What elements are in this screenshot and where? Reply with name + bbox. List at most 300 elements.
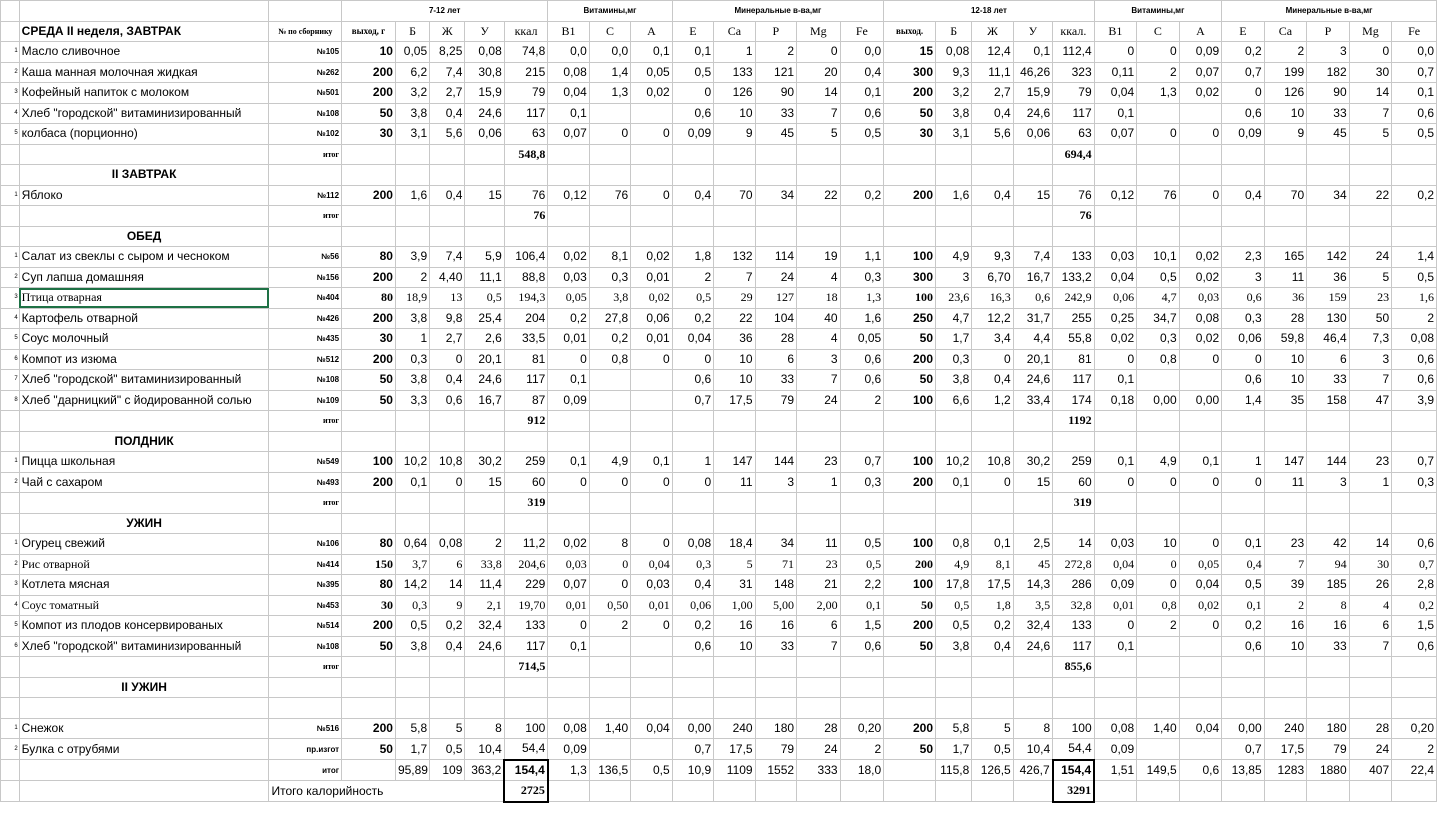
row-index[interactable]: 4 xyxy=(1,103,20,124)
column-header[interactable]: ккал. xyxy=(1053,21,1095,42)
value-cell-12-18[interactable]: 2,8 xyxy=(1392,575,1437,596)
value-cell-12-18[interactable]: 159 xyxy=(1307,288,1350,309)
page-title[interactable]: СРЕДА II неделя, ЗАВТРАК xyxy=(19,21,269,42)
value-cell-12-18[interactable]: 100 xyxy=(884,247,936,268)
recipe-number[interactable]: №501 xyxy=(269,83,342,104)
value-cell-7-12[interactable]: 0 xyxy=(548,472,589,493)
column-header[interactable]: B1 xyxy=(548,21,589,42)
recipe-number[interactable]: №516 xyxy=(269,718,342,739)
value-cell-7-12[interactable]: 2 xyxy=(589,616,630,637)
value-cell-12-18[interactable]: 0,8 xyxy=(1137,595,1180,616)
value-cell-12-18[interactable]: 200 xyxy=(884,718,936,739)
value-cell-12-18[interactable]: 0,08 xyxy=(1094,718,1137,739)
minerals-header[interactable]: Минеральные в-ва,мг xyxy=(672,1,883,22)
value-cell-12-18[interactable]: 0,02 xyxy=(1179,329,1222,350)
value-cell-7-12[interactable]: 100 xyxy=(342,452,396,473)
grand-value-12-18[interactable]: 1283 xyxy=(1264,760,1307,781)
empty-cell[interactable] xyxy=(504,698,548,719)
value-cell-7-12[interactable]: 0,64 xyxy=(395,534,429,555)
value-cell-7-12[interactable]: 32,4 xyxy=(465,616,504,637)
value-cell-12-18[interactable]: 255 xyxy=(1053,308,1095,329)
value-cell-7-12[interactable]: 0,05 xyxy=(840,329,884,350)
value-cell-7-12[interactable]: 30 xyxy=(342,124,396,145)
value-cell-12-18[interactable]: 0,4 xyxy=(972,636,1013,657)
empty-cell[interactable] xyxy=(1222,513,1265,534)
empty-cell[interactable] xyxy=(430,226,465,247)
empty-cell[interactable] xyxy=(548,657,589,678)
dish-name[interactable]: Соус молочный xyxy=(19,329,269,350)
value-cell-12-18[interactable]: 0,6 xyxy=(1222,288,1265,309)
empty-cell[interactable] xyxy=(797,677,841,698)
dish-name[interactable]: Хлеб "городской" витаминизированный xyxy=(19,370,269,391)
value-cell-12-18[interactable]: 100 xyxy=(884,534,936,555)
value-cell-12-18[interactable]: 16,3 xyxy=(972,288,1013,309)
total-label[interactable]: итог xyxy=(269,411,342,432)
empty-cell[interactable] xyxy=(465,493,504,514)
value-cell-7-12[interactable]: 60 xyxy=(504,472,548,493)
empty-cell[interactable] xyxy=(1392,144,1437,165)
empty-cell[interactable] xyxy=(504,677,548,698)
empty-cell[interactable] xyxy=(269,513,342,534)
empty-cell[interactable] xyxy=(589,206,630,227)
vitamins-header[interactable]: Витамины,мг xyxy=(548,1,672,22)
value-cell-12-18[interactable]: 0,02 xyxy=(1179,83,1222,104)
empty-cell[interactable] xyxy=(1,226,20,247)
value-cell-12-18[interactable]: 0,5 xyxy=(1222,575,1265,596)
grand-value-7-12[interactable]: 95,89 xyxy=(395,760,429,781)
empty-cell[interactable] xyxy=(1179,165,1222,186)
value-cell-7-12[interactable]: 27,8 xyxy=(589,308,630,329)
row-index[interactable]: 1 xyxy=(1,718,20,739)
value-cell-12-18[interactable]: 117 xyxy=(1053,103,1095,124)
empty-cell[interactable] xyxy=(714,411,755,432)
value-cell-7-12[interactable]: 204,6 xyxy=(504,554,548,575)
value-cell-7-12[interactable]: 0,09 xyxy=(672,124,713,145)
empty-cell[interactable] xyxy=(548,781,589,802)
value-cell-7-12[interactable]: 30,8 xyxy=(465,62,504,83)
value-cell-7-12[interactable]: 0,02 xyxy=(631,247,672,268)
recipe-number[interactable]: №426 xyxy=(269,308,342,329)
empty-cell[interactable] xyxy=(1349,781,1392,802)
value-cell-7-12[interactable]: 23 xyxy=(797,452,841,473)
value-cell-12-18[interactable]: 50 xyxy=(884,595,936,616)
value-cell-7-12[interactable]: 229 xyxy=(504,575,548,596)
empty-cell[interactable] xyxy=(269,165,342,186)
value-cell-7-12[interactable]: 0 xyxy=(631,124,672,145)
row-index[interactable]: 1 xyxy=(1,42,20,63)
value-cell-12-18[interactable]: 14 xyxy=(1349,534,1392,555)
value-cell-7-12[interactable]: 0,1 xyxy=(631,452,672,473)
empty-cell[interactable] xyxy=(1179,677,1222,698)
calories-total-12-18[interactable]: 3291 xyxy=(1053,781,1095,802)
value-cell-7-12[interactable]: 4 xyxy=(797,267,841,288)
empty-cell[interactable] xyxy=(504,226,548,247)
value-cell-7-12[interactable]: 150 xyxy=(342,554,396,575)
empty-cell[interactable] xyxy=(430,206,465,227)
empty-cell[interactable] xyxy=(797,513,841,534)
value-cell-12-18[interactable]: 0,3 xyxy=(1222,308,1265,329)
empty-cell[interactable] xyxy=(430,144,465,165)
value-cell-12-18[interactable]: 0 xyxy=(1137,575,1180,596)
value-cell-7-12[interactable]: 11,2 xyxy=(504,534,548,555)
value-cell-12-18[interactable]: 117 xyxy=(1053,370,1095,391)
value-cell-7-12[interactable]: 0,07 xyxy=(548,575,589,596)
value-cell-12-18[interactable]: 24,6 xyxy=(1013,636,1052,657)
recipe-number[interactable]: №493 xyxy=(269,472,342,493)
value-cell-7-12[interactable]: 0 xyxy=(548,616,589,637)
value-cell-12-18[interactable]: 4,7 xyxy=(936,308,972,329)
value-cell-12-18[interactable]: 0,6 xyxy=(1222,103,1265,124)
value-cell-7-12[interactable]: 0,1 xyxy=(672,42,713,63)
value-cell-7-12[interactable]: 0,04 xyxy=(631,554,672,575)
value-cell-7-12[interactable]: 0 xyxy=(672,83,713,104)
value-cell-12-18[interactable]: 8 xyxy=(1013,718,1052,739)
empty-cell[interactable] xyxy=(1307,493,1350,514)
value-cell-7-12[interactable]: 259 xyxy=(504,452,548,473)
value-cell-7-12[interactable]: 18,4 xyxy=(714,534,755,555)
value-cell-7-12[interactable]: 0 xyxy=(631,472,672,493)
empty-cell[interactable] xyxy=(755,781,796,802)
empty-cell[interactable] xyxy=(504,165,548,186)
value-cell-7-12[interactable]: 0,4 xyxy=(430,370,465,391)
value-cell-12-18[interactable]: 24,6 xyxy=(1013,370,1052,391)
value-cell-7-12[interactable]: 0,50 xyxy=(589,595,630,616)
column-header[interactable]: Fe xyxy=(1392,21,1437,42)
value-cell-7-12[interactable]: 0,5 xyxy=(465,288,504,309)
empty-cell[interactable] xyxy=(1392,493,1437,514)
empty-cell[interactable] xyxy=(840,144,884,165)
calories-label[interactable]: Итого калорийность xyxy=(269,781,504,802)
value-cell-7-12[interactable]: 0,01 xyxy=(631,595,672,616)
empty-cell[interactable] xyxy=(972,411,1013,432)
empty-cell[interactable] xyxy=(1053,431,1095,452)
value-cell-7-12[interactable]: 2 xyxy=(840,739,884,760)
value-cell-12-18[interactable]: 17,5 xyxy=(972,575,1013,596)
column-header[interactable]: C xyxy=(589,21,630,42)
empty-cell[interactable] xyxy=(755,493,796,514)
value-cell-12-18[interactable]: 0,12 xyxy=(1094,185,1137,206)
total-label[interactable]: итог xyxy=(269,657,342,678)
empty-cell[interactable] xyxy=(1137,657,1180,678)
value-cell-7-12[interactable]: 0 xyxy=(672,472,713,493)
empty-cell[interactable] xyxy=(797,698,841,719)
kcal-total-7-12[interactable]: 912 xyxy=(504,411,548,432)
empty-cell[interactable] xyxy=(1013,165,1052,186)
empty-cell[interactable] xyxy=(1013,698,1052,719)
empty-cell[interactable] xyxy=(631,144,672,165)
empty-cell[interactable] xyxy=(884,431,936,452)
value-cell-7-12[interactable]: 0,6 xyxy=(672,370,713,391)
value-cell-7-12[interactable]: 194,3 xyxy=(504,288,548,309)
value-cell-12-18[interactable]: 42 xyxy=(1307,534,1350,555)
value-cell-12-18[interactable]: 6 xyxy=(1349,616,1392,637)
empty-cell[interactable] xyxy=(884,677,936,698)
empty-cell[interactable] xyxy=(465,698,504,719)
empty-cell[interactable] xyxy=(884,206,936,227)
value-cell-12-18[interactable]: 0,1 xyxy=(936,472,972,493)
value-cell-12-18[interactable]: 147 xyxy=(1264,452,1307,473)
empty-cell[interactable] xyxy=(755,165,796,186)
value-cell-7-12[interactable] xyxy=(589,636,630,657)
calories-total-7-12[interactable]: 2725 xyxy=(504,781,548,802)
row-index[interactable]: 5 xyxy=(1,616,20,637)
empty-cell[interactable] xyxy=(1094,206,1137,227)
empty-cell[interactable] xyxy=(1094,411,1137,432)
value-cell-7-12[interactable]: 10 xyxy=(714,370,755,391)
value-cell-7-12[interactable]: 0 xyxy=(631,349,672,370)
value-cell-7-12[interactable]: 0,03 xyxy=(631,575,672,596)
value-cell-7-12[interactable]: 1,3 xyxy=(589,83,630,104)
value-cell-7-12[interactable]: 11,1 xyxy=(465,267,504,288)
empty-cell[interactable] xyxy=(755,513,796,534)
empty-cell[interactable] xyxy=(755,431,796,452)
value-cell-12-18[interactable]: 0,11 xyxy=(1094,62,1137,83)
value-cell-12-18[interactable]: 0,06 xyxy=(1222,329,1265,350)
value-cell-7-12[interactable]: 10,8 xyxy=(430,452,465,473)
empty-cell[interactable] xyxy=(972,493,1013,514)
value-cell-12-18[interactable]: 0,1 xyxy=(1013,42,1052,63)
empty-cell[interactable] xyxy=(840,513,884,534)
value-cell-7-12[interactable]: 28 xyxy=(797,718,841,739)
value-cell-12-18[interactable]: 8 xyxy=(1307,595,1350,616)
value-cell-12-18[interactable]: 130 xyxy=(1307,308,1350,329)
value-cell-12-18[interactable]: 23 xyxy=(1349,288,1392,309)
value-cell-12-18[interactable]: 10 xyxy=(1137,534,1180,555)
empty-cell[interactable] xyxy=(714,513,755,534)
value-cell-7-12[interactable]: 0,07 xyxy=(548,124,589,145)
empty-cell[interactable] xyxy=(342,411,396,432)
empty-cell[interactable] xyxy=(342,206,396,227)
empty-cell[interactable] xyxy=(672,657,713,678)
value-cell-7-12[interactable]: 10 xyxy=(714,636,755,657)
empty-cell[interactable] xyxy=(1222,781,1265,802)
empty-cell[interactable] xyxy=(797,226,841,247)
value-cell-7-12[interactable]: 0 xyxy=(631,185,672,206)
value-cell-7-12[interactable]: 0,7 xyxy=(672,739,713,760)
value-cell-12-18[interactable]: 31,7 xyxy=(1013,308,1052,329)
value-cell-7-12[interactable]: 0,06 xyxy=(631,308,672,329)
empty-cell[interactable] xyxy=(972,698,1013,719)
empty-cell[interactable] xyxy=(972,165,1013,186)
value-cell-12-18[interactable]: 100 xyxy=(884,452,936,473)
value-cell-7-12[interactable]: 133 xyxy=(714,62,755,83)
value-cell-7-12[interactable]: 4,9 xyxy=(589,452,630,473)
value-cell-12-18[interactable]: 10,2 xyxy=(936,452,972,473)
empty-cell[interactable] xyxy=(342,493,396,514)
column-header[interactable]: A xyxy=(1179,21,1222,42)
value-cell-7-12[interactable]: 117 xyxy=(504,103,548,124)
empty-cell[interactable] xyxy=(936,698,972,719)
value-cell-7-12[interactable]: 0,0 xyxy=(589,42,630,63)
empty-cell[interactable] xyxy=(589,513,630,534)
recipe-number[interactable]: №56 xyxy=(269,247,342,268)
value-cell-7-12[interactable]: 54,4 xyxy=(504,739,548,760)
empty-cell[interactable] xyxy=(840,677,884,698)
empty-cell[interactable] xyxy=(395,165,429,186)
empty-cell[interactable] xyxy=(548,165,589,186)
value-cell-12-18[interactable]: 250 xyxy=(884,308,936,329)
empty-cell[interactable] xyxy=(1392,657,1437,678)
empty-cell[interactable] xyxy=(395,657,429,678)
empty-cell[interactable] xyxy=(972,657,1013,678)
value-cell-7-12[interactable]: 8,25 xyxy=(430,42,465,63)
empty-cell[interactable] xyxy=(1349,165,1392,186)
value-cell-12-18[interactable]: 240 xyxy=(1264,718,1307,739)
empty-cell[interactable] xyxy=(395,144,429,165)
value-cell-12-18[interactable]: 30 xyxy=(1349,62,1392,83)
empty-cell[interactable] xyxy=(1,165,20,186)
value-cell-12-18[interactable]: 1,8 xyxy=(972,595,1013,616)
empty-cell[interactable] xyxy=(936,411,972,432)
value-cell-12-18[interactable]: 1,3 xyxy=(1137,83,1180,104)
value-cell-12-18[interactable]: 0,04 xyxy=(1179,718,1222,739)
value-cell-7-12[interactable]: 24 xyxy=(755,267,796,288)
empty-cell[interactable] xyxy=(840,698,884,719)
value-cell-7-12[interactable]: 0 xyxy=(589,554,630,575)
empty-cell[interactable] xyxy=(1179,206,1222,227)
value-cell-12-18[interactable]: 199 xyxy=(1264,62,1307,83)
value-cell-12-18[interactable]: 0,6 xyxy=(1222,370,1265,391)
value-cell-12-18[interactable]: 14,3 xyxy=(1013,575,1052,596)
empty-cell[interactable] xyxy=(1,781,20,802)
empty-cell[interactable] xyxy=(884,165,936,186)
row-index[interactable]: 1 xyxy=(1,452,20,473)
kcal-total-12-18[interactable]: 319 xyxy=(1053,493,1095,514)
value-cell-7-12[interactable]: 0,3 xyxy=(589,267,630,288)
grand-value-12-18[interactable]: 115,8 xyxy=(936,760,972,781)
empty-cell[interactable] xyxy=(1137,411,1180,432)
value-cell-7-12[interactable]: 100 xyxy=(504,718,548,739)
empty-cell[interactable] xyxy=(840,657,884,678)
value-cell-7-12[interactable]: 7 xyxy=(797,370,841,391)
empty-cell[interactable] xyxy=(342,165,396,186)
value-cell-7-12[interactable]: 2,7 xyxy=(430,83,465,104)
empty-cell[interactable] xyxy=(631,698,672,719)
value-cell-7-12[interactable]: 0,01 xyxy=(631,329,672,350)
value-cell-12-18[interactable]: 46,4 xyxy=(1307,329,1350,350)
recipe-number[interactable]: №106 xyxy=(269,534,342,555)
empty-cell[interactable] xyxy=(1,144,20,165)
value-cell-12-18[interactable]: 126 xyxy=(1264,83,1307,104)
empty-cell[interactable] xyxy=(797,493,841,514)
empty-cell[interactable] xyxy=(1013,431,1052,452)
empty-cell[interactable] xyxy=(1349,206,1392,227)
value-cell-7-12[interactable]: 0 xyxy=(548,349,589,370)
value-cell-7-12[interactable]: 7 xyxy=(797,636,841,657)
empty-cell[interactable] xyxy=(840,411,884,432)
empty-cell[interactable] xyxy=(1307,513,1350,534)
empty-cell[interactable] xyxy=(1264,144,1307,165)
value-cell-7-12[interactable]: 1 xyxy=(797,472,841,493)
value-cell-7-12[interactable]: 0,2 xyxy=(430,616,465,637)
value-cell-7-12[interactable]: 1,6 xyxy=(395,185,429,206)
value-cell-7-12[interactable]: 0,05 xyxy=(395,42,429,63)
value-cell-12-18[interactable]: 0,4 xyxy=(972,103,1013,124)
empty-cell[interactable] xyxy=(714,698,755,719)
empty-cell[interactable] xyxy=(672,781,713,802)
value-cell-7-12[interactable]: 7,4 xyxy=(430,62,465,83)
empty-cell[interactable] xyxy=(1264,677,1307,698)
value-cell-12-18[interactable]: 133,2 xyxy=(1053,267,1095,288)
dish-name[interactable]: Яблоко xyxy=(19,185,269,206)
empty-cell[interactable] xyxy=(1094,431,1137,452)
value-cell-12-18[interactable]: 100 xyxy=(884,288,936,309)
value-cell-7-12[interactable]: 3,8 xyxy=(395,370,429,391)
empty-cell[interactable] xyxy=(1222,165,1265,186)
value-cell-7-12[interactable]: 3,8 xyxy=(589,288,630,309)
empty-cell[interactable] xyxy=(1392,781,1437,802)
value-cell-12-18[interactable]: 10,8 xyxy=(972,452,1013,473)
recipe-number[interactable]: №112 xyxy=(269,185,342,206)
value-cell-12-18[interactable]: 142 xyxy=(1307,247,1350,268)
empty-cell[interactable] xyxy=(672,206,713,227)
empty-cell[interactable] xyxy=(1094,781,1137,802)
grand-value-12-18[interactable]: 426,7 xyxy=(1013,760,1052,781)
value-cell-12-18[interactable]: 47 xyxy=(1349,390,1392,411)
value-cell-12-18[interactable]: 7 xyxy=(1349,636,1392,657)
value-cell-12-18[interactable]: 5,6 xyxy=(972,124,1013,145)
value-cell-7-12[interactable]: 0,4 xyxy=(672,575,713,596)
empty-cell[interactable] xyxy=(1349,513,1392,534)
empty-cell[interactable] xyxy=(1137,493,1180,514)
value-cell-7-12[interactable]: 3,8 xyxy=(395,636,429,657)
value-cell-7-12[interactable]: 0,4 xyxy=(430,185,465,206)
dish-name[interactable]: Картофель отварной xyxy=(19,308,269,329)
value-cell-12-18[interactable]: 0,02 xyxy=(1179,247,1222,268)
empty-cell[interactable] xyxy=(589,657,630,678)
value-cell-7-12[interactable]: 0,1 xyxy=(548,370,589,391)
value-cell-12-18[interactable]: 17,8 xyxy=(936,575,972,596)
value-cell-12-18[interactable]: 242,9 xyxy=(1053,288,1095,309)
value-cell-12-18[interactable]: 0,1 xyxy=(1094,103,1137,124)
value-cell-7-12[interactable]: 34 xyxy=(755,185,796,206)
value-cell-12-18[interactable]: 1 xyxy=(1349,472,1392,493)
value-cell-7-12[interactable]: 0,0 xyxy=(840,42,884,63)
total-label[interactable]: итог xyxy=(269,760,342,781)
value-cell-12-18[interactable]: 200 xyxy=(884,349,936,370)
empty-cell[interactable] xyxy=(1392,206,1437,227)
value-cell-7-12[interactable]: 180 xyxy=(755,718,796,739)
value-cell-12-18[interactable]: 300 xyxy=(884,62,936,83)
value-cell-12-18[interactable]: 34 xyxy=(1307,185,1350,206)
value-cell-7-12[interactable]: 3,8 xyxy=(395,308,429,329)
value-cell-7-12[interactable]: 1,7 xyxy=(395,739,429,760)
value-cell-12-18[interactable]: 0,04 xyxy=(1094,267,1137,288)
value-cell-12-18[interactable]: 36 xyxy=(1307,267,1350,288)
value-cell-12-18[interactable]: 0,2 xyxy=(1222,616,1265,637)
empty-cell[interactable] xyxy=(714,677,755,698)
empty-cell[interactable] xyxy=(269,431,342,452)
value-cell-12-18[interactable]: 33 xyxy=(1307,636,1350,657)
recipe-number[interactable]: №105 xyxy=(269,42,342,63)
value-cell-12-18[interactable]: 0,6 xyxy=(1222,636,1265,657)
empty-cell[interactable] xyxy=(1,206,20,227)
dish-name[interactable]: Масло сливочное xyxy=(19,42,269,63)
value-cell-7-12[interactable]: 50 xyxy=(342,370,396,391)
value-cell-12-18[interactable]: 1,2 xyxy=(972,390,1013,411)
value-cell-7-12[interactable]: 24,6 xyxy=(465,370,504,391)
empty-cell[interactable] xyxy=(395,226,429,247)
value-cell-7-12[interactable]: 0,04 xyxy=(548,83,589,104)
empty-cell[interactable] xyxy=(1094,144,1137,165)
value-cell-7-12[interactable]: 5,9 xyxy=(465,247,504,268)
empty-cell[interactable] xyxy=(840,431,884,452)
dish-name[interactable]: Хлеб "городской" витаминизированный xyxy=(19,636,269,657)
row-index[interactable]: 7 xyxy=(1,370,20,391)
value-cell-7-12[interactable]: 2 xyxy=(395,267,429,288)
value-cell-7-12[interactable]: 16,7 xyxy=(465,390,504,411)
value-cell-7-12[interactable]: 3,7 xyxy=(395,554,429,575)
